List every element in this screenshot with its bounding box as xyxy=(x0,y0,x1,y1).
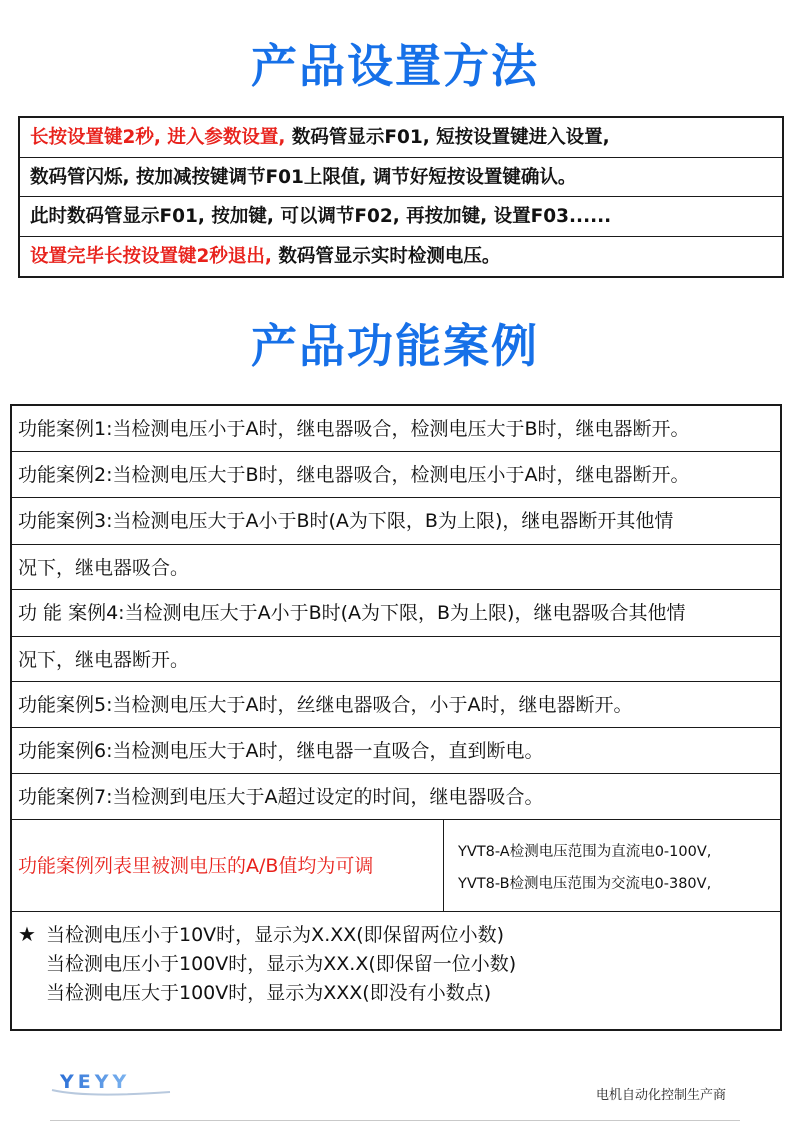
case-3-line-1: 功能案例3:当检测电压大于A小于B时(A为下限，B为上限)，继电器断开其他情 xyxy=(12,498,780,545)
case-row-4 xyxy=(12,590,780,682)
case-row-3 xyxy=(12,498,780,590)
adjustable-note: 功能案例列表里被测电压的A/B值均为可调 xyxy=(12,820,444,911)
star-icon: ★ xyxy=(18,922,36,946)
instruction-highlight: 长按设置键2秒, 进入参数设置, xyxy=(30,127,286,148)
case-row-1: 功能案例1:当检测电压小于A时，继电器吸合，检测电压大于B时，继电器断开。 xyxy=(12,406,780,452)
case-4-line-2: 况下，继电器断开。 xyxy=(18,649,190,671)
range-a-text: YVT8-A检测电压范围为直流电0-100V, xyxy=(458,844,712,860)
instruction-text: 数码管闪烁, 按加减按键调节F01上限值, 调节好短按设置键确认。 xyxy=(30,166,577,188)
adjustable-range-row xyxy=(12,820,780,912)
logo-text: YEYY xyxy=(60,1071,131,1093)
instruction-row-3 xyxy=(20,197,782,237)
case-4-line-1: 功 能 案例4:当检测电压大于A小于B时(A为下限，B为上限)，继电器吸合其他情 xyxy=(12,590,780,637)
display-line-1 xyxy=(18,920,780,950)
yeyy-logo xyxy=(46,1068,176,1100)
section-title-settings: 产品设置方法 xyxy=(251,39,539,93)
case-3-line-2: 况下，继电器吸合。 xyxy=(18,557,190,579)
instruction-text: 数码管显示F01, 短按设置键进入设置, xyxy=(285,127,610,148)
company-tagline: 电机自动化控制生产商 xyxy=(596,1088,727,1103)
function-cases-table xyxy=(10,404,782,1031)
section-title-cases: 产品功能案例 xyxy=(251,319,539,373)
instruction-row-2 xyxy=(20,158,782,198)
display-line-3: 当检测电压大于100V时，显示为XXX(即没有小数点) xyxy=(46,982,492,1004)
display-line-2: 当检测电压小于100V时，显示为XX.X(即保留一位小数) xyxy=(46,953,517,975)
case-row-6: 功能案例6:当检测电压大于A时，继电器一直吸合，直到断电。 xyxy=(12,728,780,774)
instruction-row-1 xyxy=(20,118,782,158)
instruction-text: 此时数码管显示F01, 按加键, 可以调节F02, 再按加键, 设置F03...... xyxy=(30,206,612,227)
instruction-highlight: 设置完毕长按设置键2秒退出, xyxy=(30,245,272,267)
case-row-5: 功能案例5:当检测电压大于A时，丝继电器吸合，小于A时，继电器断开。 xyxy=(12,682,780,728)
instruction-text: 数码管显示实时检测电压。 xyxy=(271,245,501,267)
settings-instructions-box xyxy=(18,116,784,278)
case-row-7: 功能案例7:当检测到电压大于A超过设定的时间，继电器吸合。 xyxy=(12,774,780,820)
case-row-2: 功能案例2:当检测电压大于B时，继电器吸合，检测电压小于A时，继电器断开。 xyxy=(12,452,780,498)
instruction-row-4 xyxy=(20,237,782,277)
voltage-range-cell xyxy=(444,820,780,911)
display-precision-note xyxy=(12,912,780,1008)
footer-divider xyxy=(50,1120,740,1121)
display-text: 当检测电压小于10V时，显示为X.XX(即保留两位小数) xyxy=(46,924,505,946)
range-b-text: YVT8-B检测电压范围为交流电0-380V, xyxy=(458,876,712,892)
